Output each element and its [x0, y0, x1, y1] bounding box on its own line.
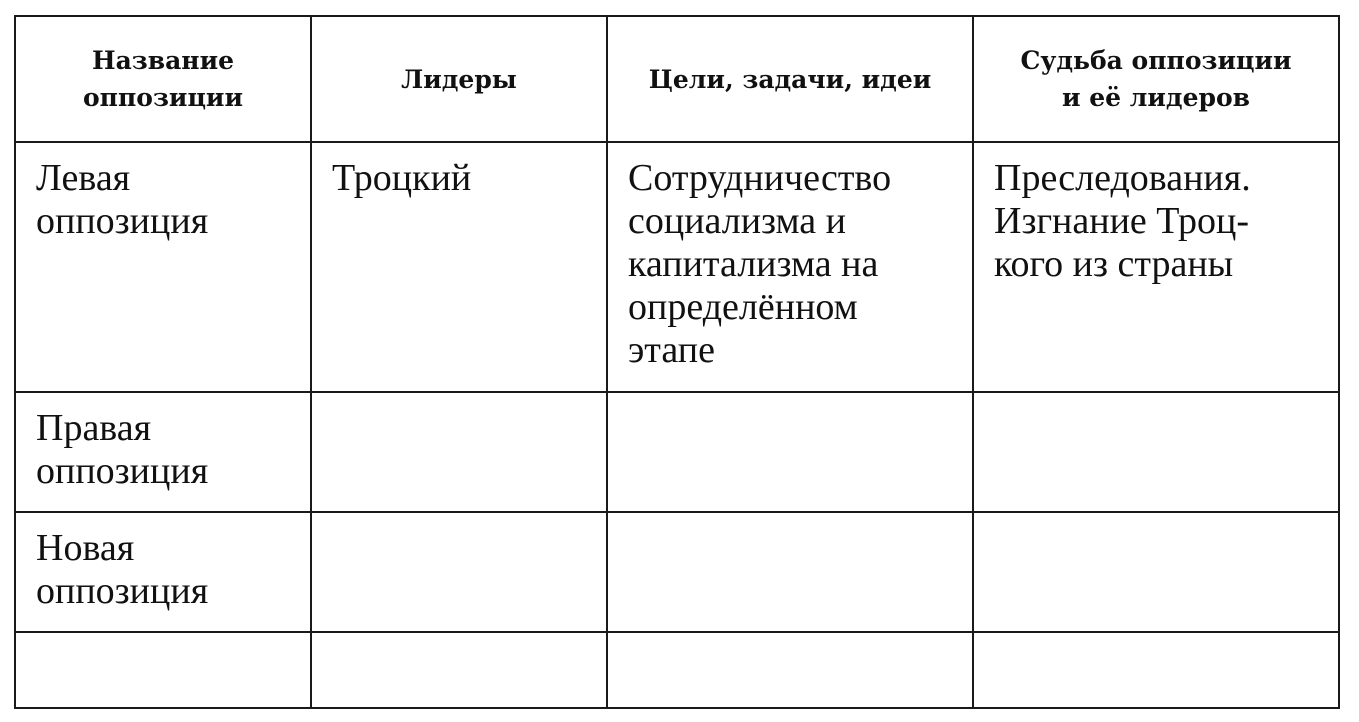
cell-opposition-name: Правая оппозиция [15, 392, 311, 512]
table-header-row [15, 16, 1339, 142]
cell-leaders: Троцкий [311, 142, 607, 392]
cell-goals: Сотрудничество социализма и капитализма на определённом этапе [607, 142, 973, 392]
cell-opposition-name: Левая оппозиция [15, 142, 311, 392]
cell-fate [973, 392, 1339, 512]
cell-fate [973, 632, 1339, 708]
cell-fate [973, 512, 1339, 632]
table-row [15, 632, 1339, 708]
cell-goals [607, 632, 973, 708]
opposition-table [14, 15, 1340, 709]
cell-leaders [311, 632, 607, 708]
cell-opposition-name: Новая оппозиция [15, 512, 311, 632]
cell-goals [607, 512, 973, 632]
header-fate: Судьба оппозиции и её лидеров [973, 16, 1339, 142]
header-opposition-name: Название оппозиции [15, 16, 311, 142]
table-row [15, 142, 1339, 392]
cell-opposition-name [15, 632, 311, 708]
table-row [15, 512, 1339, 632]
cell-leaders [311, 392, 607, 512]
table-row [15, 392, 1339, 512]
cell-fate: Преследования. Изгнание Троц- кого из страны [973, 142, 1339, 392]
cell-goals [607, 392, 973, 512]
header-goals: Цели, задачи, идеи [607, 16, 973, 142]
header-leaders: Лидеры [311, 16, 607, 142]
cell-leaders [311, 512, 607, 632]
